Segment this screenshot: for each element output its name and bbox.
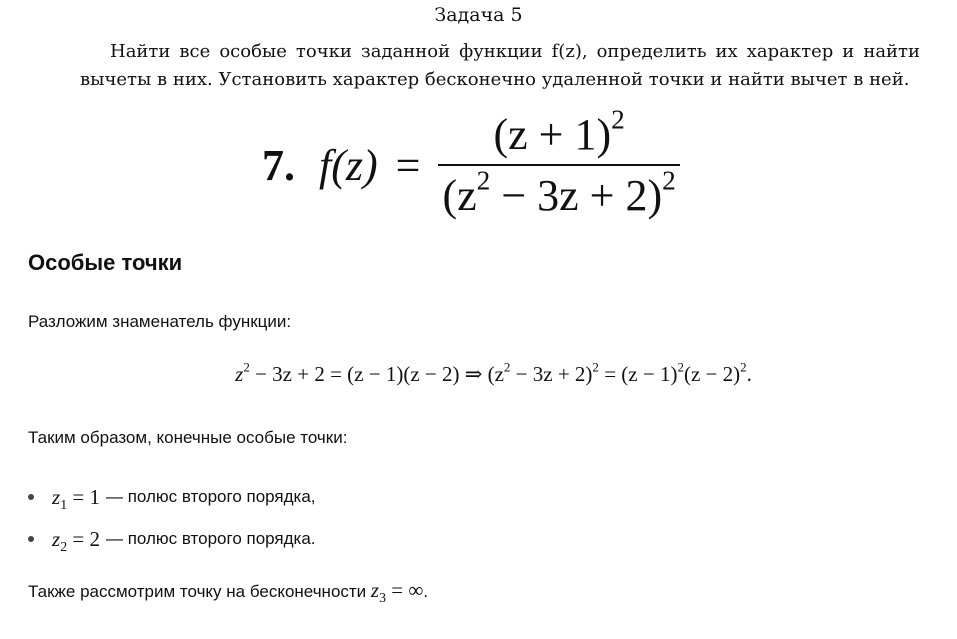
- infinity-text: Также рассмотрим точку на бесконечности: [28, 582, 371, 601]
- infinity-var: z: [370, 578, 380, 602]
- eq-pow-c: 2: [592, 359, 599, 375]
- point-description: — полюс второго порядка.: [105, 529, 316, 548]
- intro-paragraph: Разложим знаменатель функции:: [28, 312, 292, 331]
- list-item: [28, 476, 316, 518]
- infinity-sub: 3: [379, 589, 387, 605]
- point-var: z: [52, 526, 61, 551]
- point-description: — полюс второго порядка,: [105, 487, 316, 506]
- eq-pow-b: 2: [503, 359, 511, 375]
- eq-pow-a: 2: [243, 359, 250, 375]
- bullet-icon: [28, 536, 34, 542]
- task-title: Задача 5: [434, 4, 523, 26]
- eq-part-d: = (z − 1): [598, 362, 678, 386]
- denominator-inner-power: 2: [476, 165, 491, 196]
- conclusion-paragraph: Таким образом, конечные особые точки:: [28, 428, 348, 447]
- denominator-inner: (z: [442, 171, 477, 220]
- formula-fraction: [438, 104, 679, 221]
- point-sub: 1: [60, 496, 68, 512]
- factorization-equation: [0, 359, 957, 387]
- eq-part-f: .: [746, 362, 752, 386]
- task-statement: Найти все особые точки заданной функции f(z), определить их характер и найти вычеты в них. Установить характер бесконечно удаленной точки и найти вычет в ней.: [80, 41, 920, 90]
- formula-numerator: [489, 104, 628, 164]
- bullet-icon: [28, 494, 34, 500]
- numerator-power: 2: [611, 104, 625, 135]
- list-item: [28, 518, 316, 560]
- main-formula: [0, 104, 957, 220]
- numerator-text: (z + 1): [493, 110, 612, 159]
- point-value: = 2: [67, 526, 100, 551]
- point-math: [52, 527, 100, 552]
- eq-pow-d: 2: [677, 359, 684, 375]
- eq-part-e: (z − 2): [683, 362, 741, 386]
- point-var: z: [52, 484, 61, 509]
- denominator-rest: − 3z + 2): [490, 171, 663, 220]
- eq-part-c: − 3z + 2): [510, 362, 593, 386]
- formula-number: 7.: [262, 140, 295, 190]
- point-value: = 1: [67, 484, 100, 509]
- infinity-value: = ∞: [386, 578, 424, 602]
- formula-lhs: f(z): [319, 140, 378, 190]
- point-math: [52, 485, 100, 510]
- eq-part-a: z: [235, 362, 244, 386]
- infinity-paragraph: [28, 578, 428, 603]
- infinity-end: .: [423, 582, 429, 601]
- formula-equals: =: [395, 140, 421, 190]
- eq-pow-e: 2: [740, 359, 747, 375]
- singular-points-list: [28, 476, 316, 560]
- point-sub: 2: [60, 538, 68, 554]
- denominator-power: 2: [662, 165, 676, 196]
- infinity-math: [370, 578, 424, 605]
- formula-denominator: [438, 164, 679, 221]
- section-heading: Особые точки: [28, 250, 183, 275]
- eq-part-b: − 3z + 2 = (z − 1)(z − 2) ⇒ (z: [249, 362, 504, 386]
